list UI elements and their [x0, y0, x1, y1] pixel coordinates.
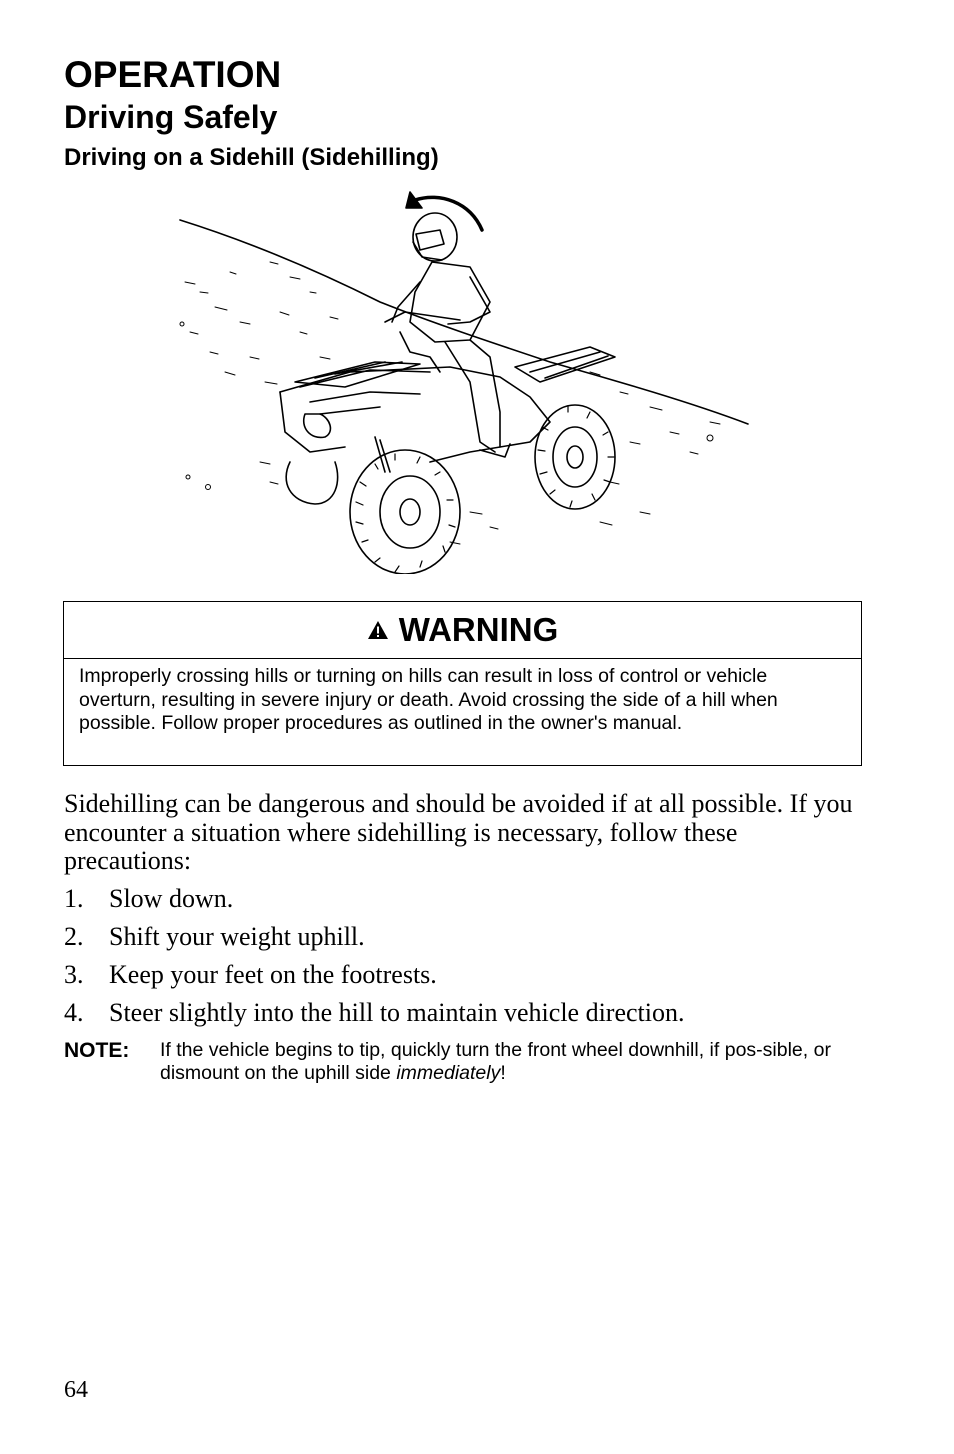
- warning-triangle-icon: [367, 620, 389, 640]
- warning-header: [64, 602, 861, 659]
- note-label: NOTE:: [64, 1039, 130, 1062]
- precautions-list: [64, 884, 884, 1036]
- warning-text: Improperly crossing hills or turning on hills can result in loss of control or vehicle overturn, resulting in severe injury or death. Avoid crossing the side of a hill when possible. Follow proper procedures as outlined in the owner's manual.: [79, 665, 778, 734]
- note: [64, 1039, 884, 1085]
- topic-title: Driving on a Sidehill (Sidehilling): [64, 144, 439, 171]
- note-emphasis: immediately: [396, 1062, 501, 1084]
- list-item-number: 2.: [64, 922, 84, 951]
- list-item-number: 1.: [64, 884, 84, 913]
- note-text-end: !: [500, 1062, 506, 1084]
- subsection-title: Driving Safely: [64, 99, 278, 135]
- list-item: [64, 960, 884, 998]
- warning-title: WARNING: [398, 611, 559, 648]
- list-item-text: Slow down.: [109, 884, 234, 913]
- list-item-text: Keep your feet on the footrests.: [109, 960, 437, 989]
- list-item: [64, 922, 884, 960]
- note-text-main: If the vehicle begins to tip, quickly turn the front wheel downhill, if pos-sible, or dismount on the uphill side: [160, 1039, 831, 1084]
- list-item: [64, 884, 884, 922]
- note-text: [160, 1039, 860, 1085]
- list-item-number: 4.: [64, 998, 84, 1027]
- intro-paragraph: Sidehilling can be dangerous and should be avoided if at all possible. If you encounter a situation where sidehilling is necessary, follow these precautions:: [64, 789, 853, 875]
- section-title: OPERATION: [64, 54, 282, 95]
- warning-box: [63, 601, 862, 766]
- page-number: 64: [64, 1377, 88, 1403]
- list-item: [64, 998, 884, 1036]
- list-item-text: Shift your weight uphill.: [109, 922, 365, 951]
- list-item-number: 3.: [64, 960, 84, 989]
- list-item-text: Steer slightly into the hill to maintain vehicle direction.: [109, 998, 685, 1027]
- atv-sidehill-illustration: [170, 182, 760, 574]
